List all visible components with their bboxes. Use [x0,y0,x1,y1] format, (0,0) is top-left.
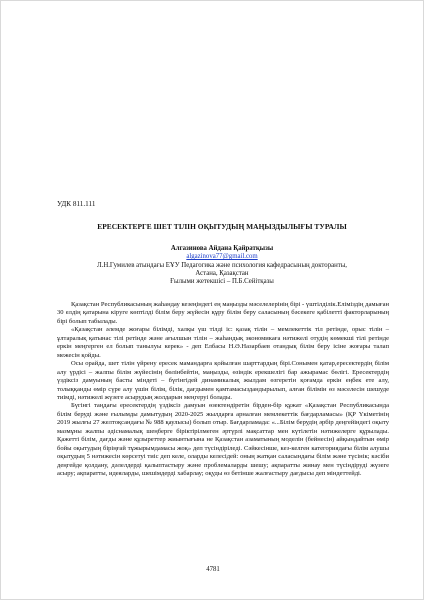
body-paragraph: Қазақстан Республикасының жаһандау кезеңіндегі ең маңызды мәселелерінің бірі - үштілділік.Еліміздің дамыған 30 елдің қатарына кіруге көптілді білім беру жүйесін құру білім беру саласының бәсекеге қабілетті факторларының бірі болып табылады. [57,301,389,325]
article-title: ЕРЕСЕКТЕРГЕ ШЕТ ТІЛІН ОҚЫТУДЫҢ МАҢЫЗДЫЛЫҒЫ ТУРАЛЫ [97,222,347,231]
body-paragraph: Бүгінгі таңдағы ересектердің үздіксіз дамуын өзектендіретін бірден-бір құжат «Қазақстан Республикасында білім беруді және ғылымды дамытудың 2020-2025 жылдарға арналған мемлекеттік бағдарламасы» (ҚР Үкіметінің 2019 жылғы 27 желтоқсандағы № 988 қаулысы) болып отыр. Бағдарламада: «...Білім берудің әрбір деңгейіндегі оқыту мазмұны жалпы әдіснамалық шеңберге біріктірілмеген әртүрлі мақсаттар мен күтілетін нәтижелерге құрылады. Қажетті білім, дағды және құзыреттер жиынтығына не Қазақстан азаматының моделін (бейнесін) айқындайтын өмір бойы оқытудың біріңғай тұжырымдамасы жоқ» деп түсіндіріледі. Сәйкесінше, кез-келген категориядағы білім алушы оқытудың 5 нәтижесін көрсетуі тиіс деп келе, оларды келесідей: оның жатқан саласындағы білім және түсінік; кәсіби деңгейде қолдану, дәлелдерді қалыптастыру және проблемаларды шешу; ақпаратты жинау мен түсіндіруді жүзеге асыру; ақпаратты, идеяларды, шешімдерді хабарлау; оқуды өз бетінше жалғастыру дағдысы деп міндеттейді. [57,402,389,478]
body-paragraph: Осы орайда, шет тілін үйрену ересек мамандарға қойылған шарттардың бірі.Сонымен қатар,ересектердің білім алу үрдісі – жалпы білім жүйесінің бөлінбейтін, маңызды, өзіндік ерекшелігі бар ажырамас бөлігі. Ересектердің үздіксіз дамуының басты міндеті – бүгінгідей динамикалық жылдам өзгеретін қоғамда еркін еңбек ете алу, толыққанды өмір сүре алу үшін білім, білік, дағдымен қамтамасыздандырылып, алған білімін өз мәселесін шешуде тиімді, нәтижелі жүзеге асырудың жолдарын меңгеруі болады. [57,360,389,401]
author-location: Астана, Қазақстан [195,269,249,277]
scientific-advisor: Ғылыми жетекшісі – П.Б.Сейітқазы [170,278,274,286]
author-name: Алгазинова Айдана Қайратқызы [170,245,274,252]
body-paragraph: «Қазақстан әлемде жоғары білімді, халқы үш тілді іс: қазақ тілін – мемлекеттік тіл ретінде, орыс тілін – ұлтаралық қатынас тілі ретінде және ағылшын тілін – жаһандық экономикаға нәтижелі отудің көмекші тілі ретінде еркін меңгерген ел болып танылуы керек» - деп Елбасы Н.Ә.Назарбаев отандық білім беру ісіне жоғары талап межесін қойды. [57,326,389,359]
author-email-line [57,253,387,261]
udk-code: УДК 811.111 [57,200,96,208]
author-affiliation: Л.Н.Гумилев атындағы ЕҰУ Педагогика және психология кафедрасының докторанты, [97,261,347,269]
author-block [57,245,387,286]
author-email-link[interactable]: algazinova77@gmail.com [186,253,258,261]
article-body [57,301,389,479]
page-number: 4781 [206,566,220,573]
